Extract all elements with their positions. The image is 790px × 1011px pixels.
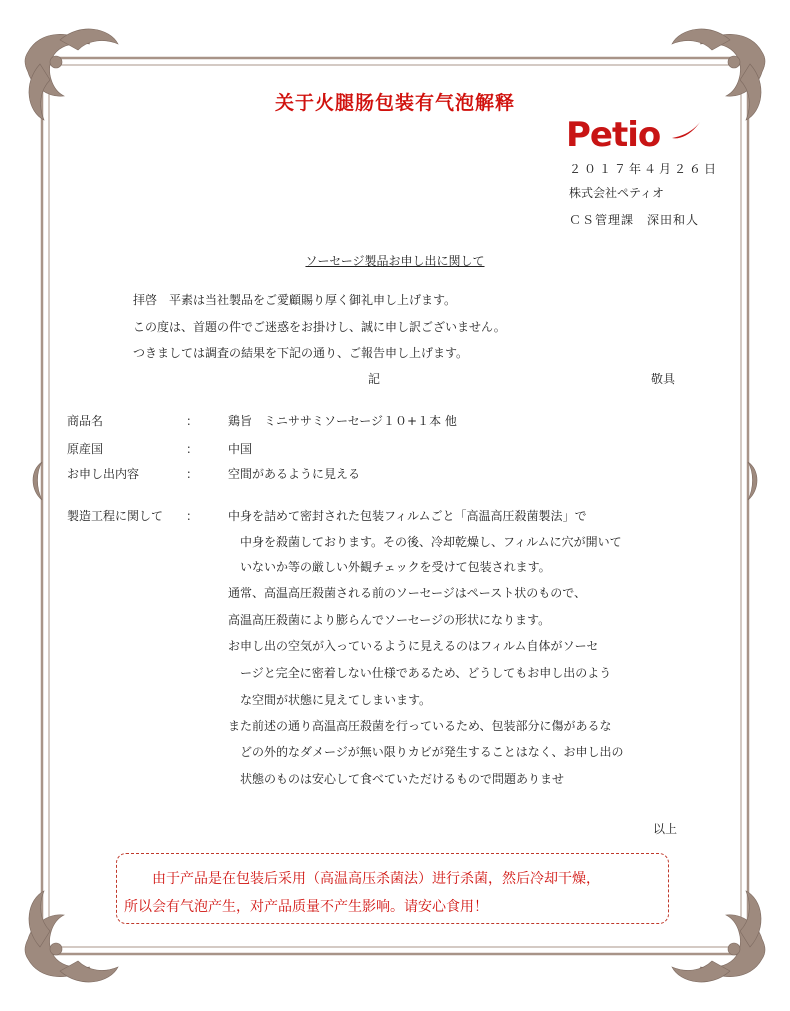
edge-flourish-left	[33, 462, 42, 500]
notice-line-1: 由于产品是在包装后采用（高温高压杀菌法）进行杀菌，然后冷却干燥，	[152, 871, 600, 887]
greeting-line-1: 拝啓 平素は当社製品をご愛顧賜り厚く御礼申し上げます。	[133, 293, 457, 307]
process-line: お申し出の空気が入っているように見えるのはフィルム自体がソーセ	[228, 639, 599, 653]
corner-ornament-bottom-right	[672, 891, 765, 982]
edge-flourish-right	[748, 462, 757, 500]
process-label: 製造工程に関して	[67, 509, 164, 523]
greeting-line-3: つきましては調査の結果を下記の通り、ご報告申し上げます。	[133, 346, 469, 360]
process-line: 状態のものは安心して食べていただけるもので問題ありませ	[228, 772, 565, 786]
page-title: 关于火腿肠包装有气泡解释	[274, 92, 515, 114]
process-line: 高温高圧殺菌により膨らんでソーセージの形状になります。	[228, 613, 551, 627]
detail-colon: ：	[186, 467, 199, 481]
department-signatory: ＣＳ管理課 深田和人	[569, 213, 700, 227]
process-line: 中身を詰めて密封された包装フィルムごと「高温高圧殺菌製法」で	[228, 509, 587, 523]
corner-ornament-bottom-left	[25, 891, 118, 982]
notice-line-2: 所以会有气泡产生，对产品质量不产生影响。请安心食用！	[124, 899, 488, 915]
detail-label-inquiry: お申し出内容	[67, 467, 140, 481]
logo-swoosh-icon	[670, 120, 702, 142]
detail-value-product: 鶏旨 ミニササミソーセージ１０+１本 他	[228, 414, 457, 428]
detail-value-inquiry: 空間があるように見える	[228, 467, 361, 481]
process-line: どの外的なダメージが無い限りカビが発生することはなく、お申し出の	[228, 745, 624, 759]
process-line: ージと完全に密着しない仕様であるため、どうしてもお申し出のよう	[228, 666, 612, 680]
process-line: 中身を殺菌しております。その後、冷却乾燥し、フィルムに穴が開いて	[228, 535, 622, 549]
process-line: いないか等の厳しい外観チェックを受けて包装されます。	[228, 560, 551, 574]
logo-text: Petio	[566, 115, 661, 155]
petio-logo	[566, 114, 706, 156]
process-line: また前述の通り高温高圧殺菌を行っているため、包装部分に傷があるな	[228, 719, 612, 733]
process-line: な空間が状態に見えてしまいます。	[228, 693, 432, 707]
detail-label-origin: 原産国	[67, 442, 104, 456]
process-line: 通常、高温高圧殺菌される前のソーセージはペースト状のもので、	[228, 586, 586, 600]
company-name: 株式会社ペティオ	[569, 186, 665, 200]
notice-box	[116, 853, 669, 924]
process-colon: ：	[186, 509, 199, 523]
detail-value-origin: 中国	[228, 442, 253, 456]
ijo-closing: 以上	[653, 822, 678, 836]
detail-label-product: 商品名	[67, 414, 104, 428]
keigu-closing: 敬具	[651, 372, 676, 386]
greeting-line-2: この度は、首題の件でご迷惑をお掛けし、誠に申し訳ございません。	[133, 320, 506, 334]
letter-subject: ソーセージ製品お申し出に関して	[305, 254, 485, 268]
ki-heading: 記	[368, 372, 381, 386]
detail-colon: ：	[186, 442, 199, 456]
letter-date: ２０１７年４月２６日	[569, 162, 720, 176]
detail-colon: ：	[186, 414, 199, 428]
